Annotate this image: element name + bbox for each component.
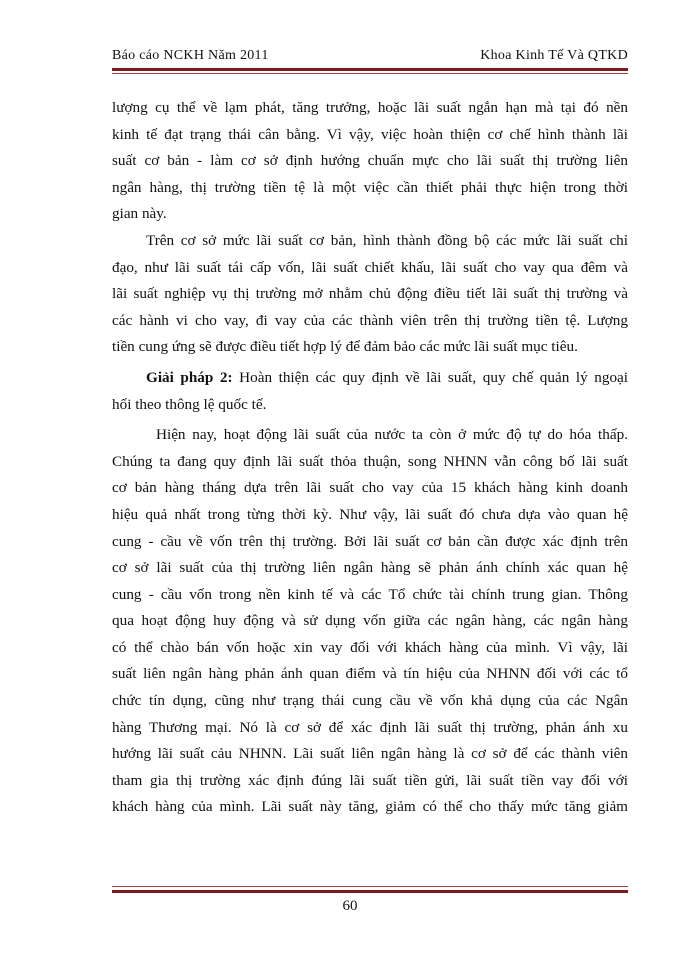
text-line: tiền cung ứng sẽ được điều tiết hợp lý để đảm bảo các mức lãi suất mục tiêu. [112, 338, 578, 356]
text-line: cơ bản hàng tháng dựa trên lãi suất cho vay của 15 khách hàng kinh doanh [112, 479, 628, 497]
footer-rule-thick [112, 890, 628, 893]
text-line: qua hoạt động huy động và sử dụng vốn giữa các ngân hàng, các ngân hàng [112, 612, 628, 630]
text-line: cung - cầu về vốn trên thị trường. Bởi lãi suất cơ bản cần được xác định trên [112, 532, 628, 550]
text-line: có thể chào bán vốn hoặc xin vay đối với khách hàng của mình. Vì vậy, lãi [112, 638, 628, 656]
header-rule-thin [112, 73, 628, 74]
text-line: đạo, như lãi suất tái cấp vốn, lãi suất chiết khấu, lãi suất cho vay qua đêm và [112, 258, 628, 276]
header-rule-thick [112, 68, 628, 71]
footer-rule-thin [112, 886, 628, 887]
paragraph-2 [112, 228, 628, 361]
page-number: 60 [342, 898, 358, 914]
header-left-title: Báo cáo NCKH Năm 2011 [112, 48, 269, 63]
text-line: lãi suất nghiệp vụ thị trường mở nhằm chủ động điều tiết lãi suất thị trường và [112, 285, 628, 303]
text-line: tham gia thị trường xác định đúng lãi suất tiền gửi, lãi suất tiền vay đối với [112, 771, 628, 789]
text-line: Hiện nay, hoạt động lãi suất của nước ta còn ở mức độ tự do hóa thấp. [156, 426, 628, 444]
text-line: suất cơ bản - làm cơ sở định hướng chuẩn mực cho lãi suất thị trường liên [112, 152, 628, 170]
solution-heading: Giải pháp 2: [146, 368, 233, 386]
text-line: các hành vi cho vay, đi vay của các thành viên trên thị trường tiền tệ. Lượng [112, 311, 628, 329]
text-line: hướng lãi suất cảu NHNN. Lãi suất liên ngân hàng là cơ sở để các thành viên [112, 745, 628, 763]
text-line: cơ sở lãi suất của thị trường liên ngân hàng sẽ phản ánh chính xác quan hệ [112, 559, 628, 577]
text-line: chức tín dụng, cũng như trạng thái cung cầu về vốn khả dụng của các Ngân [112, 692, 628, 710]
text-line [112, 365, 628, 392]
paragraph-1 [112, 95, 628, 228]
text-line: lượng cụ thể về lạm phát, tăng trưởng, hoặc lãi suất ngắn hạn mà tại đó nền [112, 99, 628, 116]
header-right-title: Khoa Kinh Tế Và QTKD [480, 48, 628, 63]
text-line: hối theo thông lệ quốc tế. [112, 395, 267, 413]
text-line: gian này. [112, 205, 167, 223]
text-line: kinh tế đạt trạng thái cân bằng. Vì vậy, việc hoàn thiện cơ chế hình thành lãi [112, 125, 628, 143]
text-line: suất liên ngân hàng phản ánh quan điểm và tín hiệu của NHNN đối với các tổ [112, 665, 628, 683]
text-line: cung - cầu vốn trong nền kinh tế và các Tổ chức tài chính trung gian. Thông [112, 585, 628, 603]
text-line: khách hàng của mình. Lãi suất này tăng, giảm có thể cho thấy mức tăng giảm [112, 798, 628, 816]
solution-heading-text: Hoàn thiện các quy định về lãi suất, quy chế quản lý ngoại [232, 368, 628, 386]
page-header [112, 48, 628, 64]
text-line: ngân hàng, thị trường tiền tệ là một việc cần thiết phải thực hiện trong thời [112, 178, 628, 196]
text-line: Chúng ta đang quy định lãi suất thỏa thuận, song NHNN vẫn công bố lãi suất [112, 452, 628, 470]
text-line: Trên cơ sở mức lãi suất cơ bản, hình thành đồng bộ các mức lãi suất chỉ [146, 231, 628, 249]
paragraph-4 [112, 422, 628, 821]
text-line: hiệu quả nhất trong từng thời kỳ. Như vậy, lãi suất đó chưa dựa vào quan hệ [112, 505, 628, 523]
paragraph-3-solution-2 [112, 365, 628, 418]
document-body [112, 95, 628, 821]
text-line: hàng Thương mại. Nó là cơ sở để xác định lãi suất thị trường, phản ánh xu [112, 718, 628, 736]
